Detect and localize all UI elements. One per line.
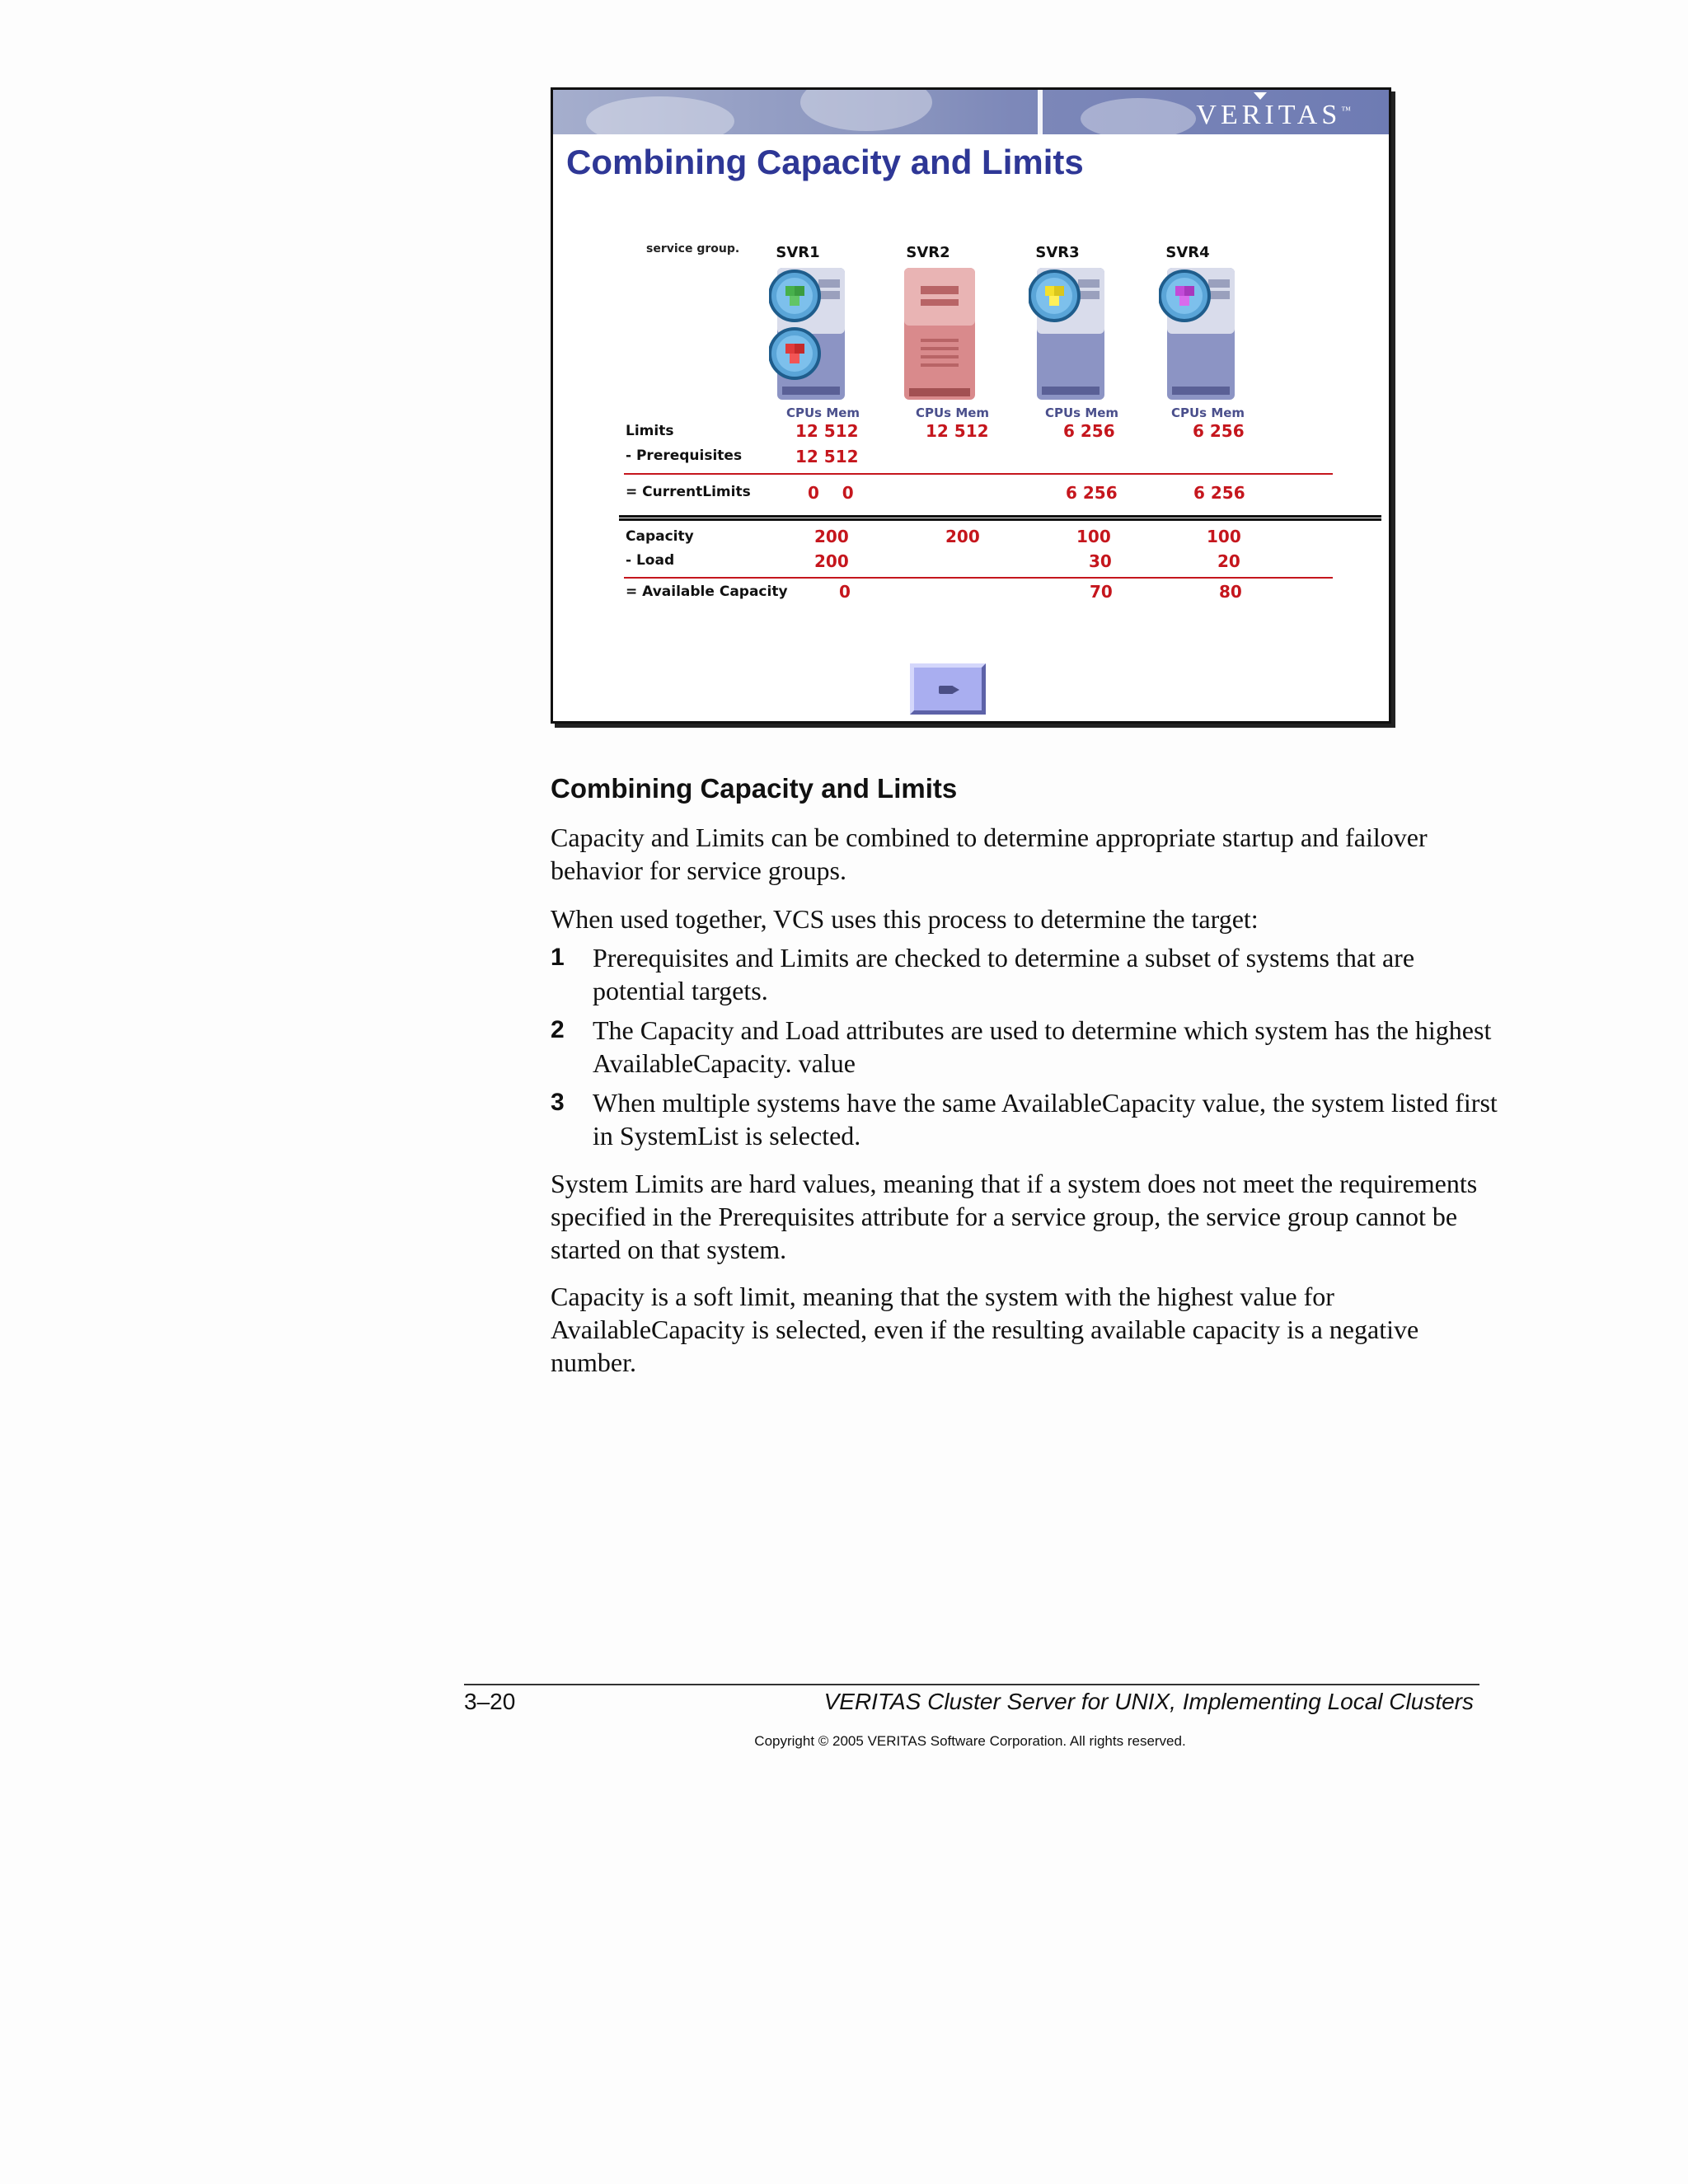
server-tower-icon	[898, 263, 980, 403]
server-name: SVR2	[906, 244, 950, 261]
step-text: Prerequisites and Limits are checked to determine a subset of systems that are potential targets.	[593, 943, 1415, 1005]
subtotal-line	[624, 577, 1333, 579]
cpu-mem-header: CPUs Mem	[916, 405, 990, 420]
available-capacity-value: 80	[1219, 582, 1242, 602]
section-heading: Combining Capacity and Limits	[551, 773, 958, 804]
step-number: 1	[551, 944, 565, 971]
section-divider	[619, 515, 1381, 521]
load-value: 20	[1217, 551, 1240, 571]
step-number: 3	[551, 1089, 565, 1116]
cpu-mem-header: CPUs Mem	[1171, 405, 1245, 420]
limits-value: 6 256	[1193, 421, 1245, 441]
row-label-prerequisites: - Prerequisites	[626, 448, 743, 464]
server-tower-icon	[1029, 263, 1111, 403]
step-text: The Capacity and Load attributes are used to determine which system has the highest AvailableCapacity. value	[593, 1015, 1492, 1078]
slide-banner	[553, 90, 1389, 134]
service-group-note: service group.	[646, 242, 740, 255]
paragraph: System Limits are hard values, meaning that if a system does not meet the requirements specified in the Prerequisites attribute for a service group, the service group cannot be started on that system.	[551, 1169, 1478, 1264]
play-animation-button[interactable]	[910, 663, 986, 715]
paragraph: Capacity is a soft limit, meaning that the system with the highest value for AvailableCapacity is selected, even if the resulting available capacity is a negative number.	[551, 1282, 1419, 1377]
server-name: SVR1	[776, 244, 820, 261]
load-value: 200	[814, 551, 849, 571]
step-text: When multiple systems have the same AvailableCapacity value, the system listed first in SystemList is selected.	[593, 1088, 1498, 1151]
footer-rule	[464, 1684, 1479, 1685]
row-label-load: - Load	[626, 552, 675, 569]
cpu-mem-header: CPUs Mem	[1045, 405, 1119, 420]
book-title: VERITAS Cluster Server for UNIX, Implementing Local Clusters	[823, 1689, 1474, 1714]
prerequisites-value: 12 512	[795, 447, 859, 466]
available-capacity-value: 0	[839, 582, 851, 602]
capacity-value: 200	[945, 527, 980, 546]
limits-value: 6 256	[1063, 421, 1115, 441]
cpu-mem-header: CPUs Mem	[786, 405, 860, 420]
row-label-capacity: Capacity	[626, 528, 694, 545]
paragraph: Capacity and Limits can be combined to determine appropriate startup and failover behavior for service groups.	[551, 823, 1428, 885]
server-name: SVR4	[1165, 244, 1210, 261]
row-label-available-capacity: = Available Capacity	[626, 583, 788, 600]
load-value: 30	[1089, 551, 1112, 571]
server-tower-icon	[769, 263, 851, 403]
page-number: 3–20	[464, 1689, 516, 1714]
step-number: 2	[551, 1016, 565, 1043]
camera-icon	[939, 686, 954, 694]
subtotal-line	[624, 473, 1333, 475]
limits-value: 12 512	[795, 421, 859, 441]
slide	[551, 87, 1391, 724]
row-label-current-limits: = CurrentLimits	[626, 484, 751, 500]
current-limits-value: 6 256	[1066, 483, 1118, 503]
paragraph: When used together, VCS uses this process to determine the target:	[551, 904, 1259, 934]
current-limits-value: 0 0	[808, 483, 854, 503]
slide-title: Combining Capacity and Limits	[566, 143, 1084, 181]
available-capacity-value: 70	[1090, 582, 1113, 602]
server-name: SVR3	[1035, 244, 1080, 261]
copyright: Copyright © 2005 VERITAS Software Corporation. All rights reserved.	[754, 1733, 1186, 1749]
row-label-limits: Limits	[626, 423, 674, 439]
veritas-logo: VERITAS™	[1196, 100, 1351, 131]
capacity-value: 200	[814, 527, 849, 546]
current-limits-value: 6 256	[1193, 483, 1245, 503]
capacity-value: 100	[1076, 527, 1111, 546]
limits-value: 12 512	[926, 421, 989, 441]
capacity-value: 100	[1207, 527, 1241, 546]
server-tower-icon	[1159, 263, 1241, 403]
